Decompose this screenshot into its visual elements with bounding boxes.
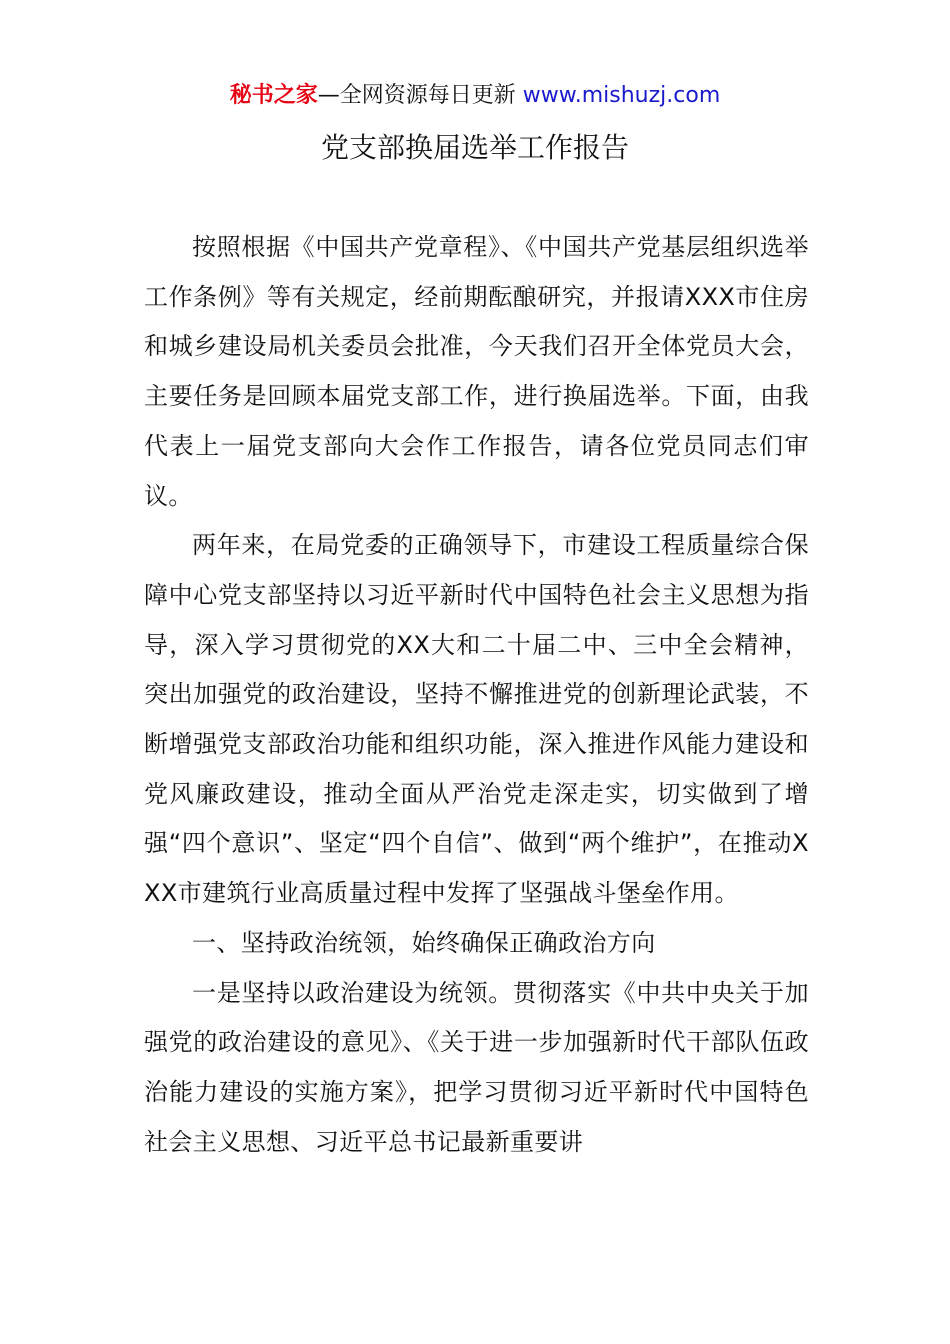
header-tagline: —全网资源每日更新 xyxy=(317,83,523,108)
section-heading-1: 一、坚持政治统领，始终确保正确政治方向 xyxy=(192,928,656,957)
document-title: 党支部换届选举工作报告 xyxy=(320,131,629,164)
site-header xyxy=(0,80,950,112)
site-url-link[interactable]: www.mishuzj.com xyxy=(522,83,721,108)
brand-name: 秘书之家 xyxy=(229,83,318,108)
document-body xyxy=(144,223,809,1167)
paragraph-intro: 按照根据《中国共产党章程》、《中国共产党基层组织选举工作条例》等有关规定，经前期酝酿研究，并报请XXX市住房和城乡建设局机关委员会批准，今天我们召开全体党员大会，主要任务是回顾本届党支部工作，进行换届选举。下面，由我代表上一届党支部向大会作工作报告，请各位党员同志们审议。 xyxy=(144,233,809,510)
paragraph-summary: 两年来，在局党委的正确领导下，市建设工程质量综合保障中心党支部坚持以习近平新时代中国特色社会主义思想为指导，深入学习贯彻党的XX大和二十届二中、三中全会精神，突出加强党的政治建设，坚持不懈推进党的创新理论武装，不断增强党支部政治功能和组织功能，深入推进作风能力建设和党风廉政建设，推动全面从严治党走深走实，切实做到了增强“四个意识”、坚定“四个自信”、做到“两个维护”，在推动XXX市建筑行业高质量过程中发挥了坚强战斗堡垒作用。 xyxy=(144,531,809,908)
paragraph-section-1: 一是坚持以政治建设为统领。贯彻落实《中共中央关于加强党的政治建设的意见》、《关于进一步加强新时代干部队伍政治能力建设的实施方案》，把学习贯彻习近平新时代中国特色社会主义思想、习近平总书记最新重要讲 xyxy=(144,978,809,1156)
